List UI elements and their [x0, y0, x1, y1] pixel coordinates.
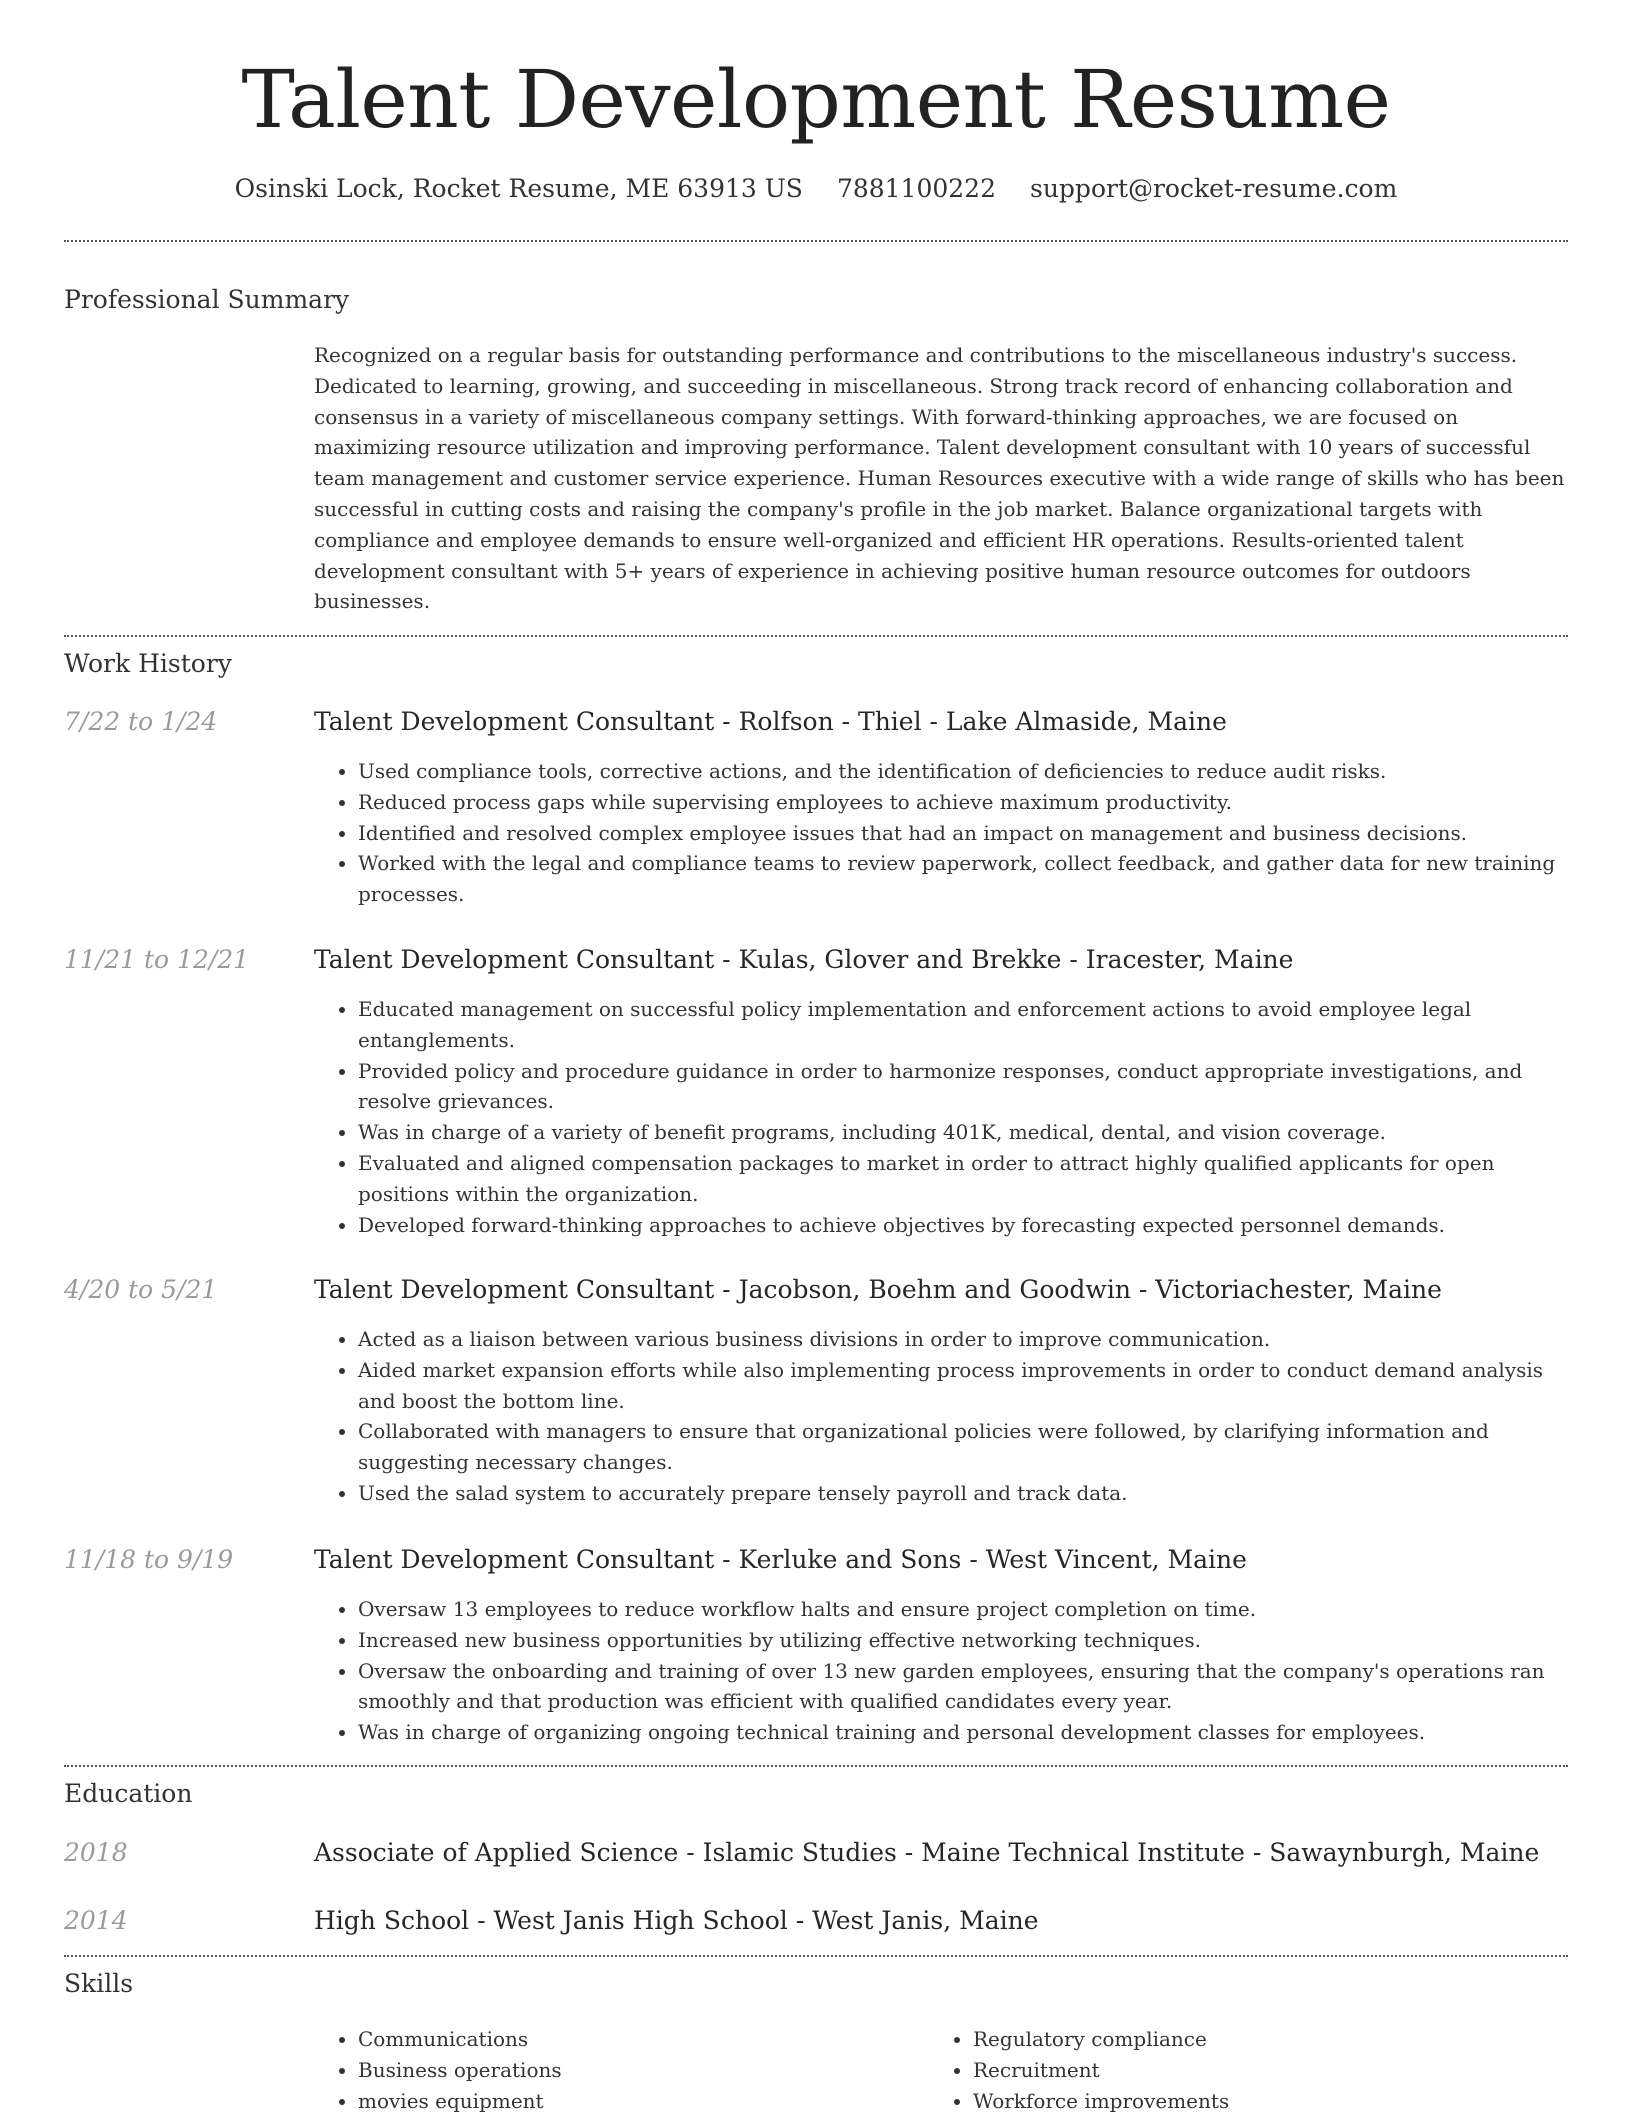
- list-item: • Educated management on successful policy implementation and enforcement actions to avoid employee legal entanglements.: [358, 994, 1568, 1056]
- list-item: • Increased new business opportunities by utilizing effective networking techniques.: [358, 1625, 1568, 1656]
- list-item: • Identified and resolved complex employee issues that had an impact on management and business decisions.: [358, 818, 1568, 849]
- skills-heading: Skills: [64, 1969, 134, 1998]
- list-item: • Provided policy and procedure guidance in order to harmonize responses, conduct appropriate investigations, and resolve grievances.: [358, 1056, 1568, 1118]
- job-title: Talent Development Consultant - Jacobson, Boehm and Goodwin - Victoriachester, Maine: [314, 1275, 1442, 1304]
- list-item: • Acted as a liaison between various business divisions in order to improve communication.: [358, 1324, 1568, 1355]
- education-year: 2014: [64, 1906, 128, 1935]
- divider: [64, 1955, 1568, 1957]
- list-item: • Aided market expansion efforts while also implementing process improvements in order to conduct demand analysis and boost the bottom line.: [358, 1355, 1568, 1417]
- job-bullets: [314, 756, 1568, 910]
- list-item: • Business operations: [358, 2055, 914, 2086]
- list-item: • Reduced process gaps while supervising employees to achieve maximum productivity.: [358, 787, 1568, 818]
- list-item: • Workforce improvements: [973, 2086, 1529, 2116]
- contact-address: Osinski Lock, Rocket Resume, ME 63913 US: [234, 174, 803, 203]
- list-item: • movies equipment: [358, 2086, 914, 2116]
- summary-heading: Professional Summary: [64, 285, 350, 314]
- job-dates: 11/21 to 12/21: [64, 945, 250, 974]
- skills-list-left: [314, 2024, 914, 2116]
- resume-title: Talent Development Resume: [241, 53, 1391, 146]
- education-title: High School - West Janis High School - West Janis, Maine: [314, 1906, 1039, 1935]
- list-item: • Oversaw the onboarding and training of over 13 new garden employees, ensuring that the company's operations ran smoothly and that production was efficient with qualified candidates every year.: [358, 1656, 1568, 1718]
- job-title: Talent Development Consultant - Kerluke and Sons - West Vincent, Maine: [314, 1545, 1247, 1574]
- list-item: • Was in charge of a variety of benefit programs, including 401K, medical, dental, and vision coverage.: [358, 1117, 1568, 1148]
- skills-list-right: [929, 2024, 1529, 2116]
- job-bullets: [314, 1594, 1568, 1748]
- contact-email: support@rocket-resume.com: [1030, 174, 1398, 203]
- education-title: Associate of Applied Science - Islamic Studies - Maine Technical Institute - Sawaynburgh, Maine: [314, 1838, 1540, 1867]
- contact-line: [64, 170, 1568, 208]
- list-item: • Evaluated and aligned compensation packages to market in order to attract highly qualified applicants for open positions within the organization.: [358, 1148, 1568, 1210]
- divider: [64, 635, 1568, 637]
- job-bullets: [314, 1324, 1568, 1509]
- education-year: 2018: [64, 1838, 128, 1867]
- work-heading: Work History: [64, 649, 232, 678]
- job-dates: 4/20 to 5/21: [64, 1275, 218, 1304]
- summary-text: Recognized on a regular basis for outstanding performance and contributions to the miscellaneous industry's success. Dedicated to learning, growing, and succeeding in miscellaneous. Strong track record of enhancing collaboration and consensus in a variety of miscellaneous company settings. With forward-thinking approaches, we are focused on maximizing resource utilization and improving performance. Talent development consultant with 10 years of successful team management and customer service experience. Human Resources executive with a wide range of skills who has been successful in cutting costs and raising the company's profile in the job market. Balance organizational targets with compliance and employee demands to ensure well-organized and efficient HR operations. Results-oriented talent development consultant with 5+ years of experience in achieving positive human resource outcomes for outdoors businesses.: [314, 343, 1565, 614]
- list-item: • Was in charge of organizing ongoing technical training and personal development classes for employees.: [358, 1717, 1568, 1748]
- job-dates: 7/22 to 1/24: [64, 707, 218, 736]
- job-bullets: [314, 994, 1568, 1240]
- list-item: • Oversaw 13 employees to reduce workflow halts and ensure project completion on time.: [358, 1594, 1568, 1625]
- job-title: Talent Development Consultant - Kulas, Glover and Brekke - Iracester, Maine: [314, 945, 1294, 974]
- list-item: • Recruitment: [973, 2055, 1529, 2086]
- list-item: • Developed forward-thinking approaches to achieve objectives by forecasting expected personnel demands.: [358, 1210, 1568, 1241]
- job-dates: 11/18 to 9/19: [64, 1545, 234, 1574]
- education-heading: Education: [64, 1779, 193, 1808]
- list-item: • Communications: [358, 2024, 914, 2055]
- job-title: Talent Development Consultant - Rolfson - Thiel - Lake Almaside, Maine: [314, 707, 1227, 736]
- list-item: • Used compliance tools, corrective actions, and the identification of deficiencies to reduce audit risks.: [358, 756, 1568, 787]
- divider: [64, 240, 1568, 242]
- contact-phone: 7881100222: [836, 174, 996, 203]
- list-item: • Used the salad system to accurately prepare tensely payroll and track data.: [358, 1478, 1568, 1509]
- list-item: • Worked with the legal and compliance teams to review paperwork, collect feedback, and gather data for new training processes.: [358, 848, 1568, 910]
- divider: [64, 1765, 1568, 1767]
- list-item: • Regulatory compliance: [973, 2024, 1529, 2055]
- list-item: • Collaborated with managers to ensure that organizational policies were followed, by clarifying information and suggesting necessary changes.: [358, 1416, 1568, 1478]
